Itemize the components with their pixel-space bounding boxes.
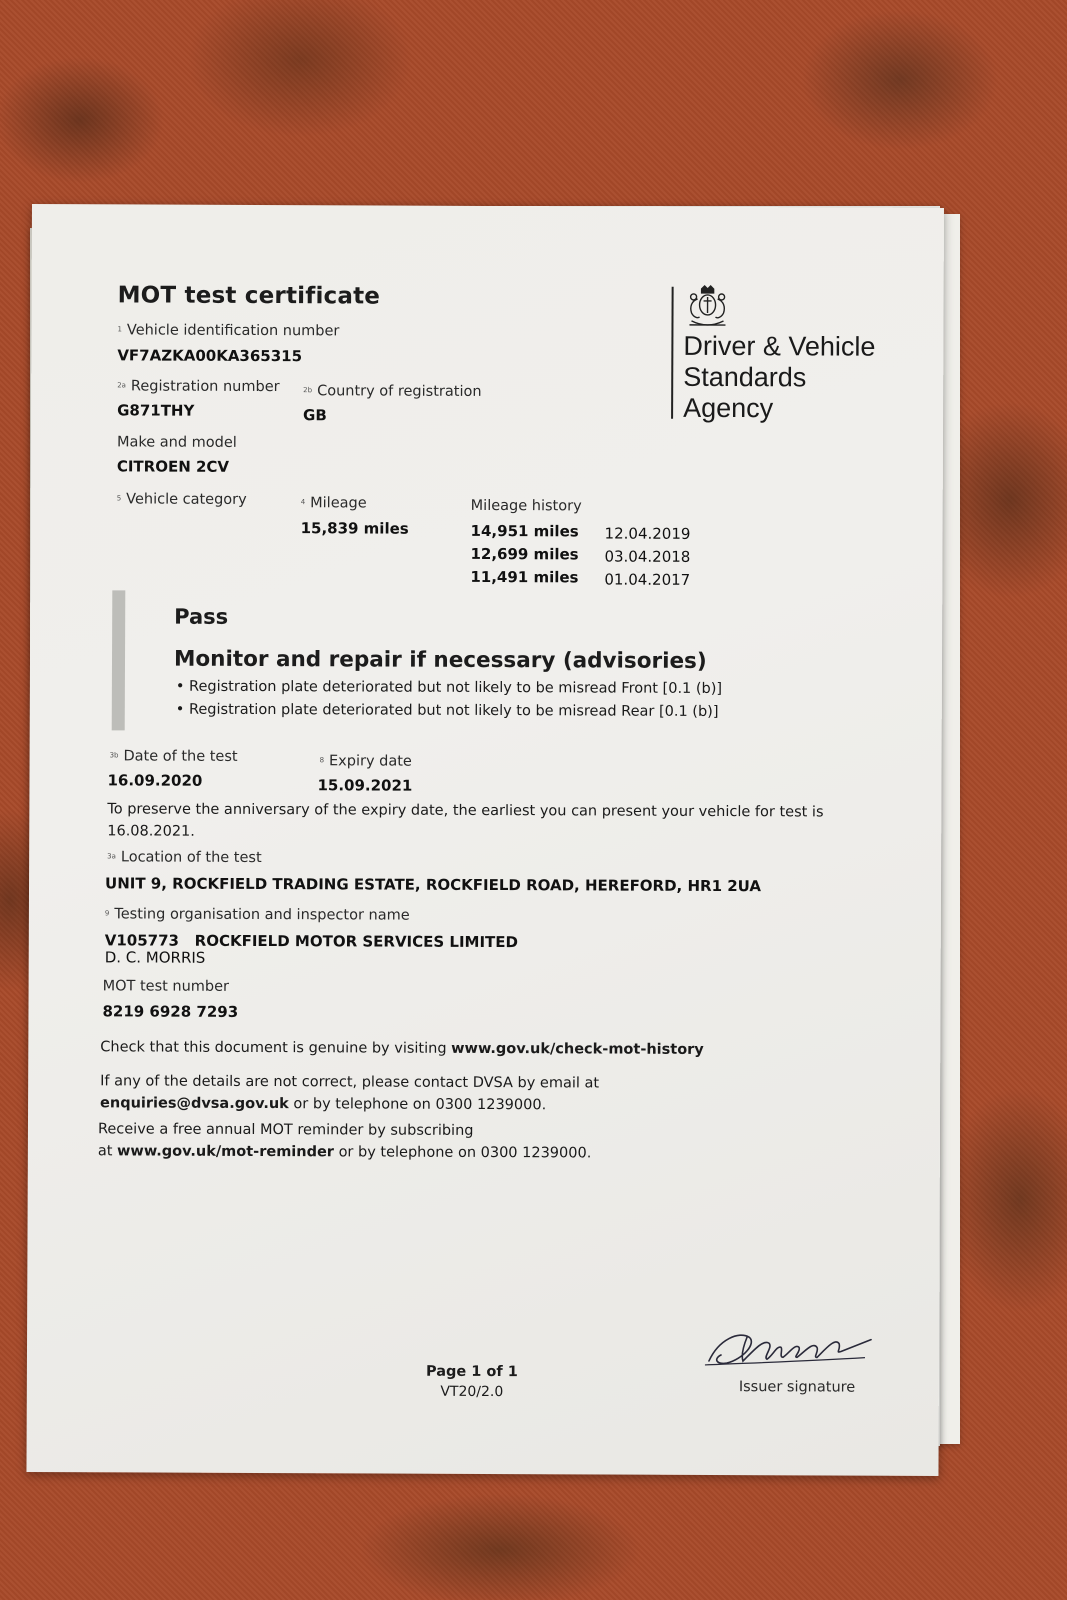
field-number: 5	[116, 494, 122, 503]
test-date-label	[110, 748, 238, 765]
vin-value: VF7AZKA00KA365315	[117, 346, 303, 366]
vin-label-text: Vehicle identification number	[126, 322, 340, 340]
country-label	[303, 383, 481, 400]
agency-line-1: Driver & Vehicle	[683, 330, 876, 362]
check-genuine-prefix: Check that this document is genuine by visiting	[100, 1039, 452, 1057]
contact-line-1: If any of the details are not correct, please contact DVSA by email at	[100, 1073, 600, 1092]
organisation-label-text: Testing organisation and inspector name	[114, 906, 410, 924]
test-date-label-text: Date of the test	[123, 748, 238, 765]
mileage-history-date: 03.04.2018	[604, 547, 691, 566]
expiry-date-value: 15.09.2021	[317, 776, 413, 795]
contact-line-2-rest: or by telephone on 0300 1239000.	[288, 1096, 547, 1114]
reminder-rest: or by telephone on 0300 1239000.	[333, 1144, 592, 1162]
vehicle-category-label-text: Vehicle category	[126, 491, 247, 508]
country-value: GB	[303, 406, 327, 425]
result-status: Pass	[174, 604, 229, 629]
inspector-name: D. C. MORRIS	[104, 948, 206, 967]
agency-line-2: Standards	[683, 361, 807, 393]
expiry-date-label-text: Expiry date	[329, 753, 412, 770]
registration-value: G871THY	[117, 401, 195, 420]
reminder-prefix: at	[97, 1143, 118, 1160]
advisory-text: Registration plate deteriorated but not likely to be misread Rear [0.1 (b)]	[188, 701, 719, 721]
field-number: 2b	[303, 386, 313, 395]
field-number: 4	[300, 498, 306, 507]
form-code: VT20/2.0	[440, 1383, 504, 1401]
advisory-text: Registration plate deteriorated but not likely to be misread Front [0.1 (b)]	[189, 678, 723, 698]
field-number: 9	[104, 909, 110, 918]
agency-name	[683, 331, 875, 425]
contact-line-2	[100, 1092, 599, 1116]
check-mot-history-link[interactable]: www.gov.uk/check-mot-history	[451, 1040, 704, 1058]
anniversary-note	[107, 798, 827, 845]
field-number: 1	[117, 325, 122, 334]
organisation-name: ROCKFIELD MOTOR SERVICES LIMITED	[194, 931, 519, 952]
enquiries-email-link[interactable]: enquiries@dvsa.gov.uk	[100, 1095, 289, 1113]
page-number: Page 1 of 1	[425, 1363, 518, 1381]
field-number: 8	[319, 756, 325, 765]
organisation-code: V105773	[104, 931, 180, 950]
mileage-history-date: 01.04.2017	[604, 570, 691, 589]
field-number: 3a	[107, 852, 116, 861]
anniversary-note-line-2: 16.08.2021.	[107, 823, 195, 840]
mileage-value: 15,839 miles	[300, 519, 409, 538]
test-number-label: MOT test number	[102, 978, 230, 995]
mileage-history-miles: 14,951 miles	[470, 521, 579, 541]
mileage-history-date: 12.04.2019	[604, 524, 691, 543]
contact-text	[100, 1070, 599, 1116]
advisory-item: • Registration plate deteriorated but not likely to be misread Front [0.1 (b)]	[175, 678, 723, 698]
registration-label	[117, 378, 279, 395]
check-genuine-text	[100, 1036, 704, 1061]
mileage-label	[301, 495, 367, 511]
vehicle-category-label	[117, 491, 247, 508]
mileage-history-label: Mileage history	[470, 497, 582, 515]
field-number: 3b	[109, 751, 119, 760]
advisories-heading: Monitor and repair if necessary (advisories)	[173, 646, 707, 674]
agency-divider	[671, 287, 674, 419]
reminder-line-2	[98, 1140, 592, 1164]
royal-crest-icon	[681, 285, 733, 329]
organisation-label	[105, 906, 410, 923]
make-model-value: CITROEN 2CV	[116, 457, 230, 476]
test-date-value: 16.09.2020	[107, 771, 203, 790]
reminder-line-1: Receive a free annual MOT reminder by subscribing	[97, 1121, 474, 1139]
country-label-text: Country of registration	[317, 383, 482, 400]
agency-line-3: Agency	[683, 392, 774, 424]
certificate-title: MOT test certificate	[117, 282, 381, 310]
mot-reminder-link[interactable]: www.gov.uk/mot-reminder	[117, 1143, 335, 1161]
test-number-value: 8219 6928 7293	[102, 1002, 239, 1021]
mileage-label-text: Mileage	[310, 495, 367, 512]
anniversary-note-line-1: To preserve the anniversary of the expiry date, the earliest you can present your vehicle for test is	[107, 801, 824, 821]
mot-certificate-page	[26, 204, 944, 1476]
field-number: 2a	[117, 381, 126, 390]
location-label-text: Location of the test	[120, 849, 262, 867]
make-model-label: Make and model	[116, 434, 237, 451]
location-value: UNIT 9, ROCKFIELD TRADING ESTATE, ROCKFIELD ROAD, HEREFORD, HR1 2UA	[104, 874, 762, 896]
page-footer	[407, 1364, 537, 1401]
result-bar	[112, 590, 126, 730]
mileage-history-miles: 11,491 miles	[470, 567, 579, 587]
issuer-signature-image	[703, 1327, 899, 1378]
advisory-item: • Registration plate deteriorated but not likely to be misread Rear [0.1 (b)]	[175, 701, 719, 721]
vin-label	[117, 322, 339, 339]
reminder-text	[98, 1118, 592, 1164]
location-label	[107, 849, 262, 866]
issuer-signature-label: Issuer signature	[738, 1379, 856, 1396]
registration-label-text: Registration number	[130, 378, 280, 396]
expiry-date-label	[320, 753, 412, 769]
mileage-history-miles: 12,699 miles	[470, 544, 579, 564]
